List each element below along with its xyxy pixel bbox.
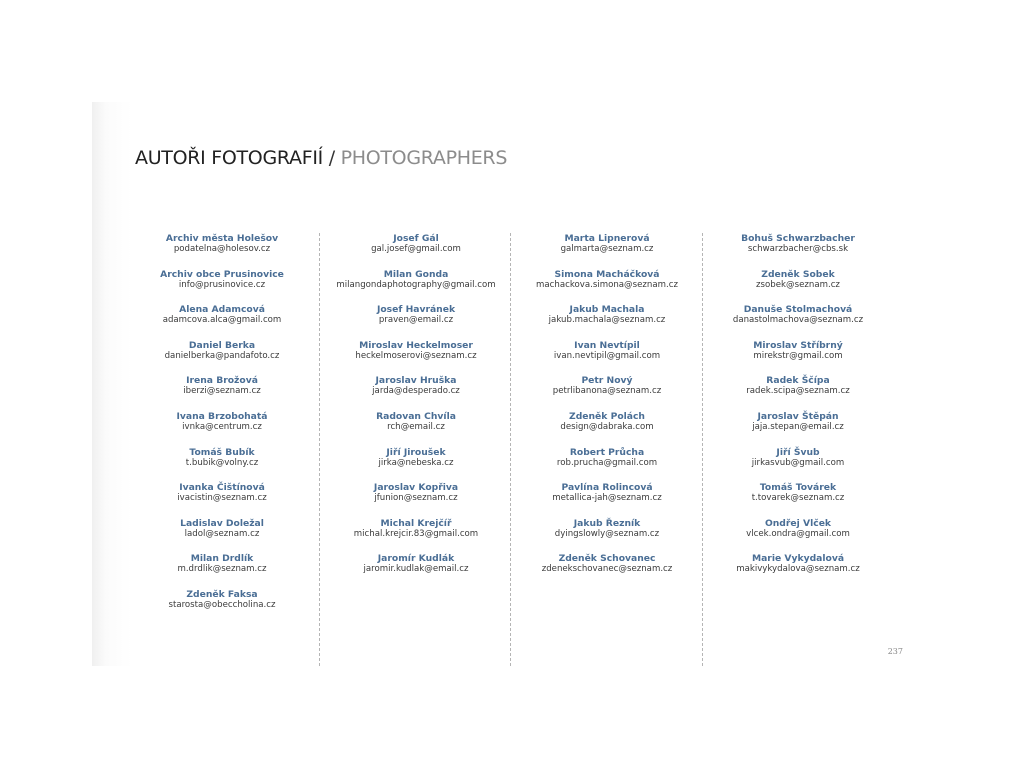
photographer-name: Marie Vykydalová <box>751 553 845 565</box>
photographer-name: Ondřej Vlček <box>764 517 832 529</box>
photographer-entry <box>702 269 894 291</box>
photographer-name: Zdeněk Sobek <box>761 268 835 280</box>
photographer-name: Robert Průcha <box>569 446 645 458</box>
photographer-entry <box>320 553 512 575</box>
photographer-name: Josef Havránek <box>376 304 456 316</box>
photographer-entry <box>320 304 512 326</box>
photographer-name: Jakub Machala <box>569 304 645 316</box>
photographer-name: Ivanka Čištínová <box>179 482 265 494</box>
photographer-email: petrlibanona@seznam.cz <box>552 386 662 397</box>
photographer-entry <box>702 304 894 326</box>
photographer-entry <box>126 518 318 540</box>
photographer-email: podatelna@holesov.cz <box>173 244 271 254</box>
photographer-name: Miroslav Stříbrný <box>753 339 843 351</box>
photographer-email: t.bubik@volny.cz <box>185 457 259 468</box>
photographer-email: metallica-jah@seznam.cz <box>552 493 662 504</box>
photographer-email: jirka@nebeska.cz <box>378 457 454 468</box>
photographer-name: Radovan Chvíla <box>376 411 456 422</box>
photographer-name: Pavlína Rolincová <box>561 482 653 494</box>
photographer-entry <box>702 518 894 540</box>
photographer-name: Zdeněk Faksa <box>186 589 258 600</box>
photographer-name: Jiří Švub <box>776 446 820 458</box>
photographer-name: Josef Gál <box>393 233 439 244</box>
photographer-entry <box>511 375 703 397</box>
photographer-email: milangondaphotography@gmail.com <box>336 279 496 290</box>
photographer-email: mirekstr@gmail.com <box>753 350 843 361</box>
photographer-email: jaromir.kudlak@email.cz <box>363 564 469 575</box>
photographer-name: Jaromír Kudlák <box>377 553 455 565</box>
photographer-name: Milan Drdlík <box>190 553 254 565</box>
photographer-email: dyingslowly@seznam.cz <box>554 528 660 539</box>
photographer-name: Ivan Nevtípil <box>574 339 640 351</box>
photographer-entry <box>126 304 318 326</box>
photographer-entry <box>126 340 318 362</box>
photographer-entry <box>126 233 318 255</box>
photographer-email: praven@email.cz <box>378 315 454 326</box>
photographer-entry <box>126 375 318 397</box>
photographer-entry <box>126 447 318 469</box>
title-english: PHOTOGRAPHERS <box>340 147 508 169</box>
photographer-name: Marta Lipnerová <box>564 233 650 244</box>
photographer-email: jaja.stepan@email.cz <box>752 422 844 432</box>
page-title <box>135 147 507 169</box>
photographer-email: jirkasvub@gmail.com <box>751 457 845 468</box>
photographer-name: Tomáš Továrek <box>759 482 837 494</box>
column-1 <box>126 233 318 666</box>
photographer-entry <box>702 375 894 397</box>
photographer-entry <box>702 340 894 362</box>
photographer-entry <box>320 233 512 255</box>
photographer-entry <box>702 553 894 575</box>
photographer-entry <box>511 233 703 255</box>
photographer-email: t.tovarek@seznam.cz <box>751 493 845 504</box>
column-4 <box>702 233 894 666</box>
photographer-entry <box>702 233 894 255</box>
column-3 <box>511 233 703 666</box>
photographer-entry <box>511 304 703 326</box>
photographer-name: Jaroslav Hruška <box>375 375 457 387</box>
photographer-name: Radek Ščípa <box>766 375 830 387</box>
photographer-name: Jaroslav Kopřiva <box>373 482 459 494</box>
photographer-entry <box>511 269 703 291</box>
photographer-entry <box>320 340 512 362</box>
title-czech: AUTOŘI FOTOGRAFIÍ <box>135 147 323 169</box>
photographer-name: Bohuš Schwarzbacher <box>741 233 855 244</box>
photographer-entry <box>511 340 703 362</box>
photographer-email: ivnka@centrum.cz <box>182 422 262 432</box>
photographer-email: michal.krejcir.83@gmail.com <box>353 528 479 539</box>
photographer-email: info@prusinovice.cz <box>178 279 266 290</box>
photographer-entry <box>320 482 512 504</box>
photographer-name: Michal Krejčíř <box>380 517 452 529</box>
photographer-email: jarda@desperado.cz <box>372 386 460 397</box>
photographer-name: Zdeněk Schovanec <box>558 553 656 565</box>
photographer-name: Zdeněk Polách <box>569 411 645 422</box>
photographer-entry <box>320 518 512 540</box>
photographer-name: Alena Adamcová <box>179 304 265 316</box>
photographer-email: m.drdlik@seznam.cz <box>177 564 267 575</box>
photographer-email: rob.prucha@gmail.com <box>556 457 658 468</box>
photographer-name: Jiří Jiroušek <box>386 446 446 458</box>
photographer-name: Ladislav Doležal <box>180 517 264 529</box>
photographer-email: vlcek.ondra@gmail.com <box>746 528 850 539</box>
photographer-email: danielberka@pandafoto.cz <box>164 350 280 361</box>
photographer-entry <box>126 269 318 291</box>
photographer-entry <box>511 518 703 540</box>
photographer-email: zsobek@seznam.cz <box>756 279 840 290</box>
photographer-name: Archiv města Holešov <box>165 233 279 244</box>
photographer-email: gal.josef@gmail.com <box>371 244 461 254</box>
photographer-email: design@dabraka.com <box>560 422 654 432</box>
photographer-entry <box>126 482 318 504</box>
photographers-list <box>126 233 896 666</box>
page-number: 237 <box>887 647 903 656</box>
photographer-email: jfunion@seznam.cz <box>374 493 458 504</box>
photographer-entry <box>320 269 512 291</box>
photographer-entry <box>126 589 318 611</box>
title-separator: / <box>328 147 335 169</box>
photographer-email: jakub.machala@seznam.cz <box>548 315 666 326</box>
photographer-name: Tomáš Bubík <box>189 446 255 458</box>
photographer-entry <box>702 447 894 469</box>
photographer-name: Milan Gonda <box>383 268 449 280</box>
photographer-entry <box>511 553 703 575</box>
photographer-email: makivykydalova@seznam.cz <box>736 564 860 575</box>
photographer-entry <box>320 375 512 397</box>
photographer-name: Danuše Stolmachová <box>743 304 853 316</box>
photographer-name: Jaroslav Štěpán <box>757 411 839 422</box>
photographer-entry <box>702 482 894 504</box>
photographer-entry <box>126 553 318 575</box>
photographer-email: ivacistin@seznam.cz <box>177 493 267 504</box>
photographer-name: Simona Macháčková <box>554 268 660 280</box>
photographer-name: Archiv obce Prusinovice <box>160 268 284 280</box>
photographer-entry <box>511 447 703 469</box>
photographer-entry <box>511 411 703 433</box>
photographer-entry <box>320 411 512 433</box>
photographer-email: heckelmoserovi@seznam.cz <box>355 350 477 361</box>
photographer-entry <box>702 411 894 433</box>
photographer-entry <box>126 411 318 433</box>
photographer-email: schwarzbacher@cbs.sk <box>747 244 849 254</box>
photographer-email: ivan.nevtipil@gmail.com <box>553 350 661 361</box>
column-2 <box>320 233 512 666</box>
photographer-entry <box>320 447 512 469</box>
photographer-entry <box>511 482 703 504</box>
photographer-email: machackova.simona@seznam.cz <box>536 279 678 290</box>
photographer-email: galmarta@seznam.cz <box>560 244 654 254</box>
photographer-name: Petr Nový <box>581 375 633 387</box>
photographer-email: radek.scipa@seznam.cz <box>746 386 850 397</box>
photographer-email: adamcova.alca@gmail.com <box>162 315 282 326</box>
photographer-email: ladol@seznam.cz <box>184 528 260 539</box>
photographer-email: iberzi@seznam.cz <box>183 386 261 397</box>
photographer-name: Jakub Řezník <box>573 517 641 529</box>
book-page <box>92 102 933 666</box>
photographer-name: Ivana Brzobohatá <box>176 411 268 422</box>
photographer-name: Irena Brožová <box>186 375 258 387</box>
photographer-email: rch@email.cz <box>387 422 445 432</box>
photographer-email: zdenekschovanec@seznam.cz <box>541 564 673 575</box>
photographer-email: starosta@obeccholina.cz <box>168 600 276 610</box>
photographer-name: Miroslav Heckelmoser <box>359 339 473 351</box>
photographer-email: danastolmachova@seznam.cz <box>732 315 864 326</box>
photographer-name: Daniel Berka <box>188 339 256 351</box>
